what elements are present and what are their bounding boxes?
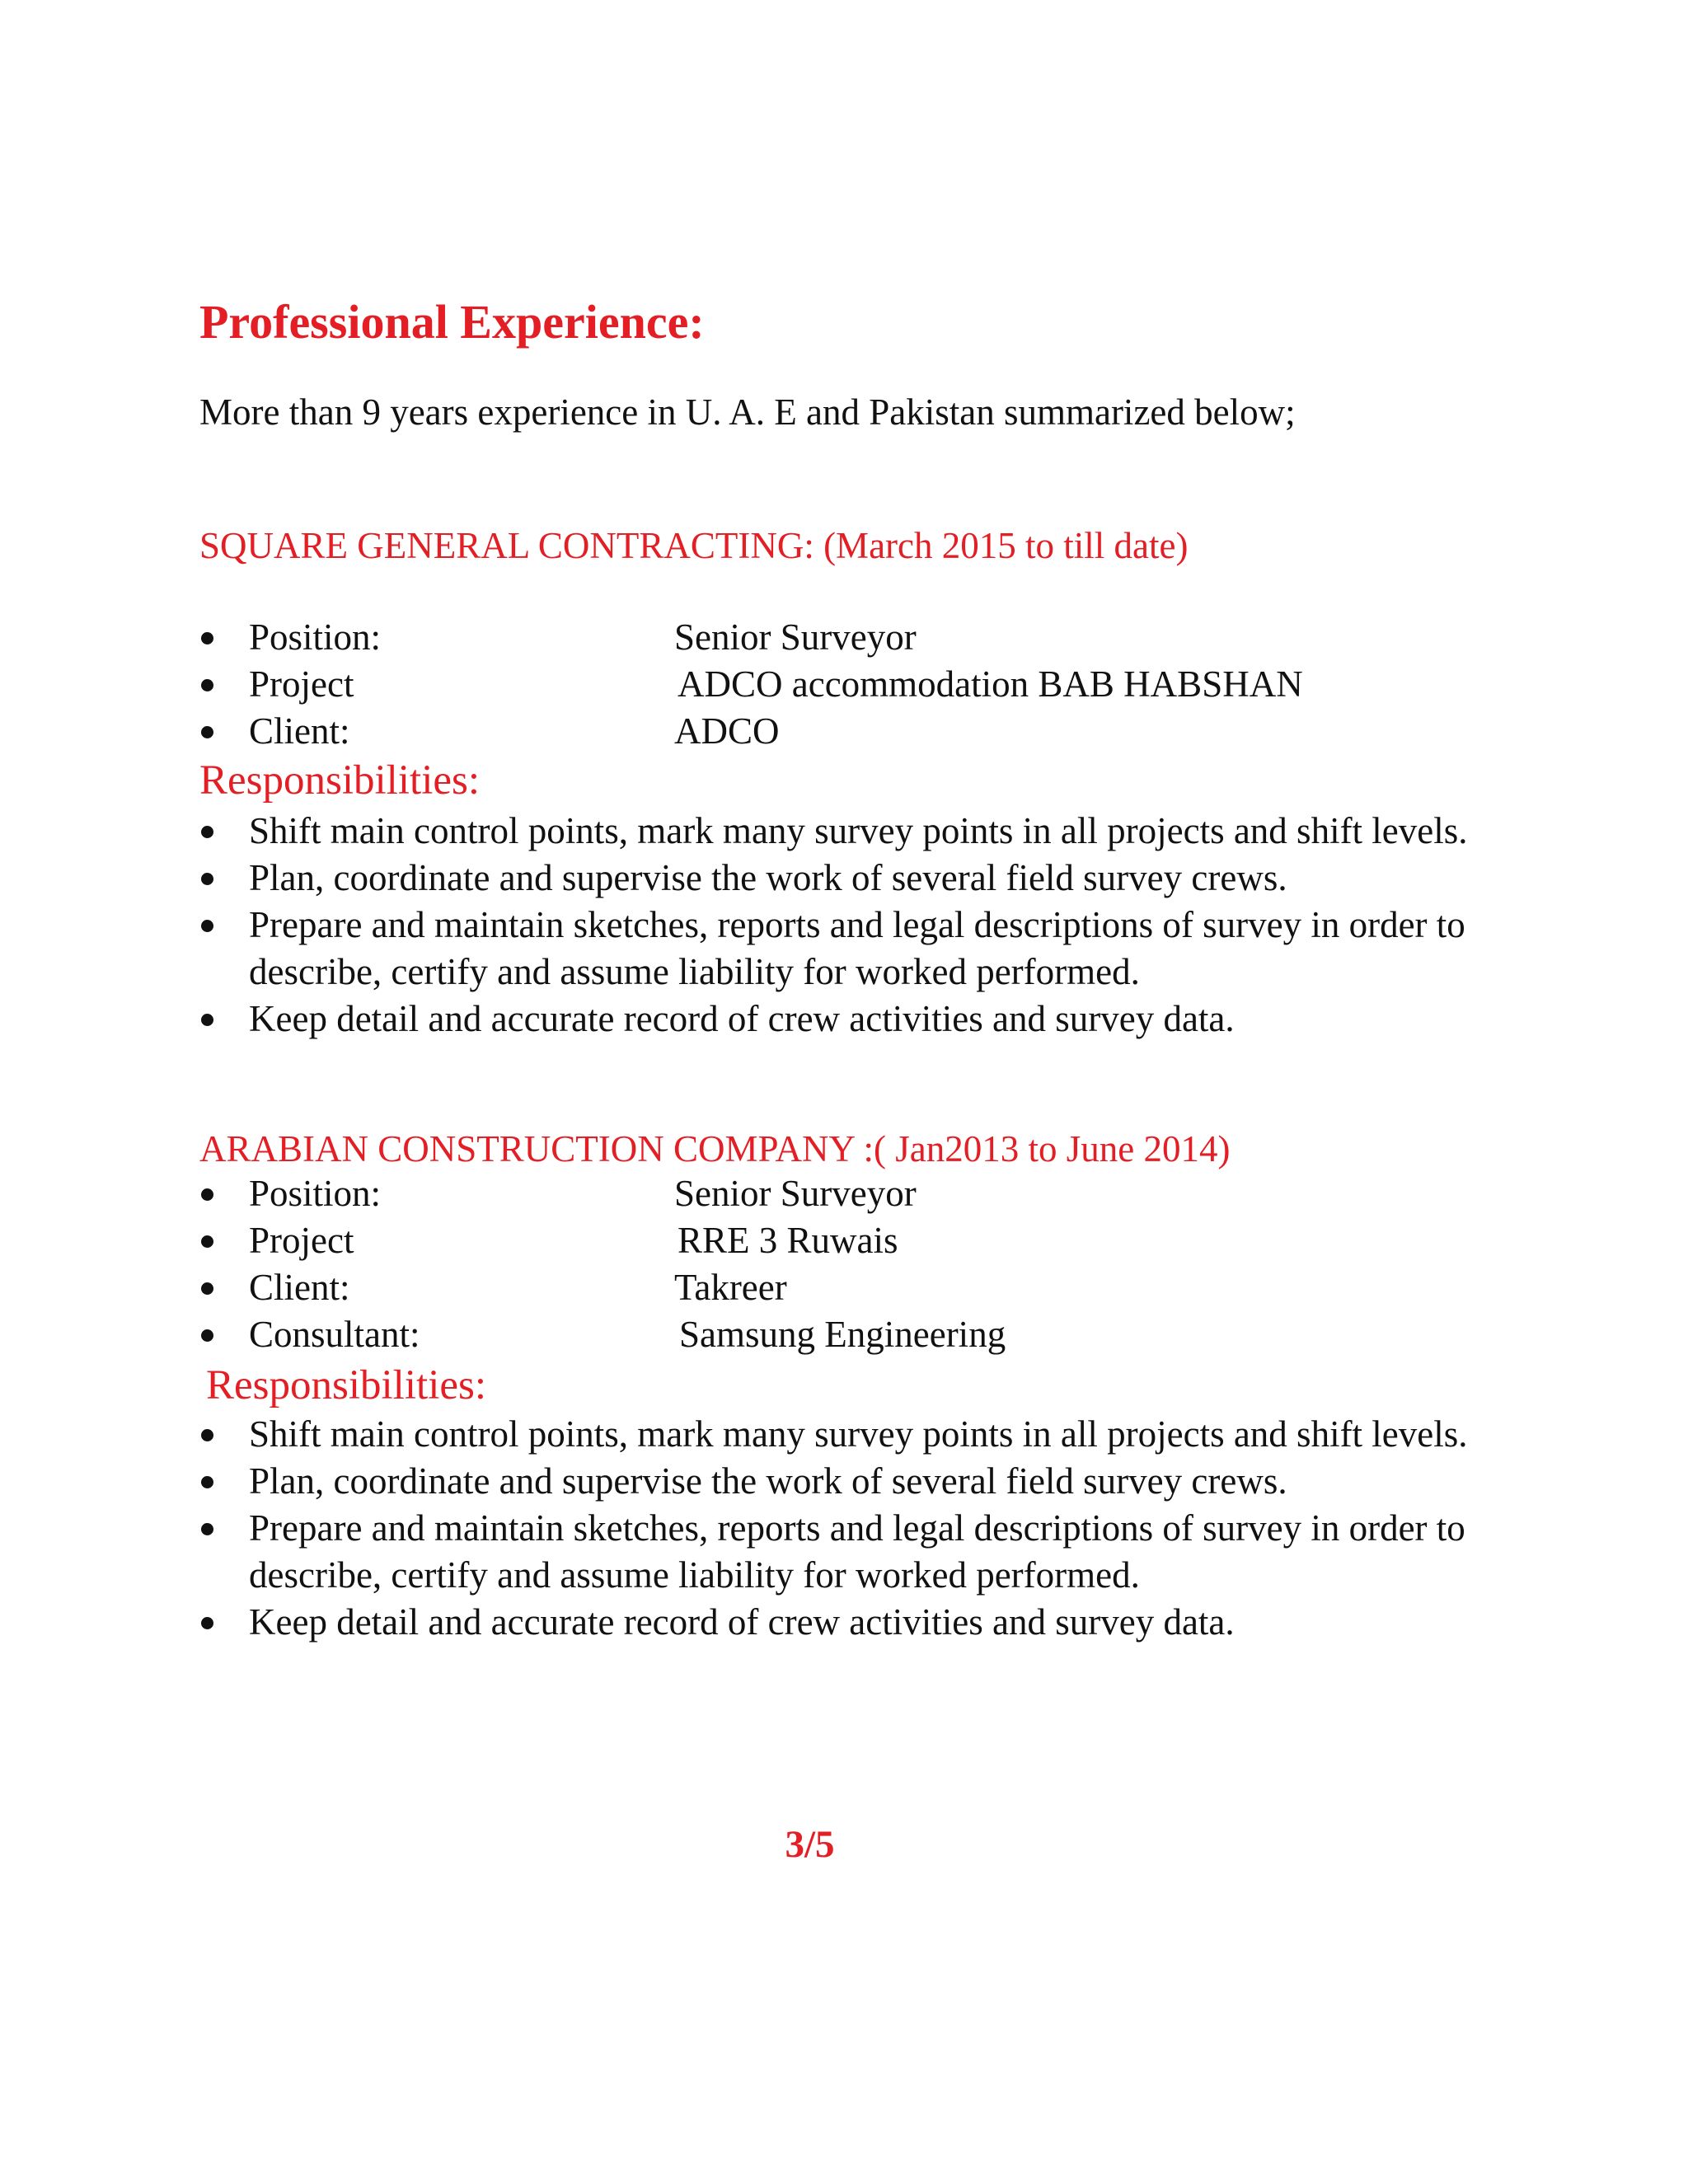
detail-label: Client: <box>249 710 350 752</box>
detail-item <box>0 708 1502 755</box>
detail-item <box>0 1170 1502 1217</box>
bullet-icon <box>201 679 213 691</box>
responsibility-text: Keep detail and accurate record of crew activities and survey data. <box>249 998 1235 1039</box>
responsibilities-title-2: Responsibilities: <box>206 1362 487 1408</box>
responsibility-item <box>0 1505 1502 1599</box>
responsibilities-list-2 <box>0 1411 1688 1646</box>
detail-label: Position: <box>249 1173 382 1214</box>
responsibilities-title-1: Responsibilities: <box>199 757 481 804</box>
responsibility-text: Shift main control points, mark many survey points in all projects and shift levels. <box>249 1413 1468 1455</box>
detail-value: Takreer <box>674 1267 787 1308</box>
responsibilities-list-1 <box>0 808 1688 1043</box>
responsibility-item <box>0 996 1502 1043</box>
bullet-icon <box>201 1014 213 1026</box>
detail-label: Project <box>249 1220 354 1261</box>
responsibility-text: Prepare and maintain sketches, reports and legal descriptions of survey in order to describe, certify and assume liability for worked performed. <box>249 1507 1465 1596</box>
bullet-icon <box>201 1523 213 1535</box>
bullet-icon <box>201 873 213 885</box>
responsibility-item <box>0 808 1502 855</box>
detail-label: Client: <box>249 1267 350 1308</box>
detail-item <box>0 1217 1502 1264</box>
responsibility-item <box>0 1599 1502 1646</box>
bullet-icon <box>201 1476 213 1488</box>
responsibility-text: Plan, coordinate and supervise the work of several field survey crews. <box>249 857 1287 898</box>
detail-item <box>0 661 1502 708</box>
bullet-icon <box>201 726 213 738</box>
detail-value: ADCO <box>674 710 780 752</box>
bullet-icon <box>201 1188 213 1201</box>
responsibility-text: Plan, coordinate and supervise the work of several field survey crews. <box>249 1460 1287 1502</box>
detail-value: RRE 3 Ruwais <box>678 1220 898 1261</box>
responsibility-text: Shift main control points, mark many survey points in all projects and shift levels. <box>249 810 1468 851</box>
detail-label: Consultant: <box>249 1314 420 1355</box>
company-title-1: SQUARE GENERAL CONTRACTING: (March 2015 to till date) <box>199 525 1189 566</box>
responsibility-text: Keep detail and accurate record of crew activities and survey data. <box>249 1601 1235 1643</box>
bullet-icon <box>201 1235 213 1248</box>
detail-value: ADCO accommodation BAB HABSHAN <box>678 663 1303 705</box>
responsibility-text: Prepare and maintain sketches, reports and legal descriptions of survey in order to describe, certify and assume liability for worked performed. <box>249 904 1465 992</box>
bullet-icon <box>201 1329 213 1342</box>
detail-label: Position: <box>249 616 382 658</box>
bullet-icon <box>201 1617 213 1629</box>
section-heading: Professional Experience: <box>199 295 705 349</box>
responsibility-item <box>0 855 1502 902</box>
bullet-icon <box>201 1429 213 1441</box>
detail-item <box>0 1311 1502 1358</box>
bullet-icon <box>201 826 213 838</box>
detail-item <box>0 1264 1502 1311</box>
bullet-icon <box>201 632 213 644</box>
experience-summary: More than 9 years experience in U. A. E and Pakistan summarized below; <box>199 391 1296 433</box>
detail-value: Senior Surveyor <box>674 616 917 658</box>
responsibility-item <box>0 902 1502 996</box>
company-title-2: ARABIAN CONSTRUCTION COMPANY :( Jan2013 to June 2014) <box>199 1128 1231 1169</box>
job-details-1 <box>0 614 1688 755</box>
job-details-2 <box>0 1170 1688 1358</box>
bullet-icon <box>201 1282 213 1295</box>
detail-value: Senior Surveyor <box>674 1173 917 1214</box>
page-number: 3/5 <box>785 1823 835 1866</box>
responsibility-item <box>0 1458 1502 1505</box>
detail-label: Project <box>249 663 354 705</box>
responsibility-item <box>0 1411 1502 1458</box>
bullet-icon <box>201 920 213 932</box>
detail-value: Samsung Engineering <box>679 1314 1006 1355</box>
detail-item <box>0 614 1502 661</box>
